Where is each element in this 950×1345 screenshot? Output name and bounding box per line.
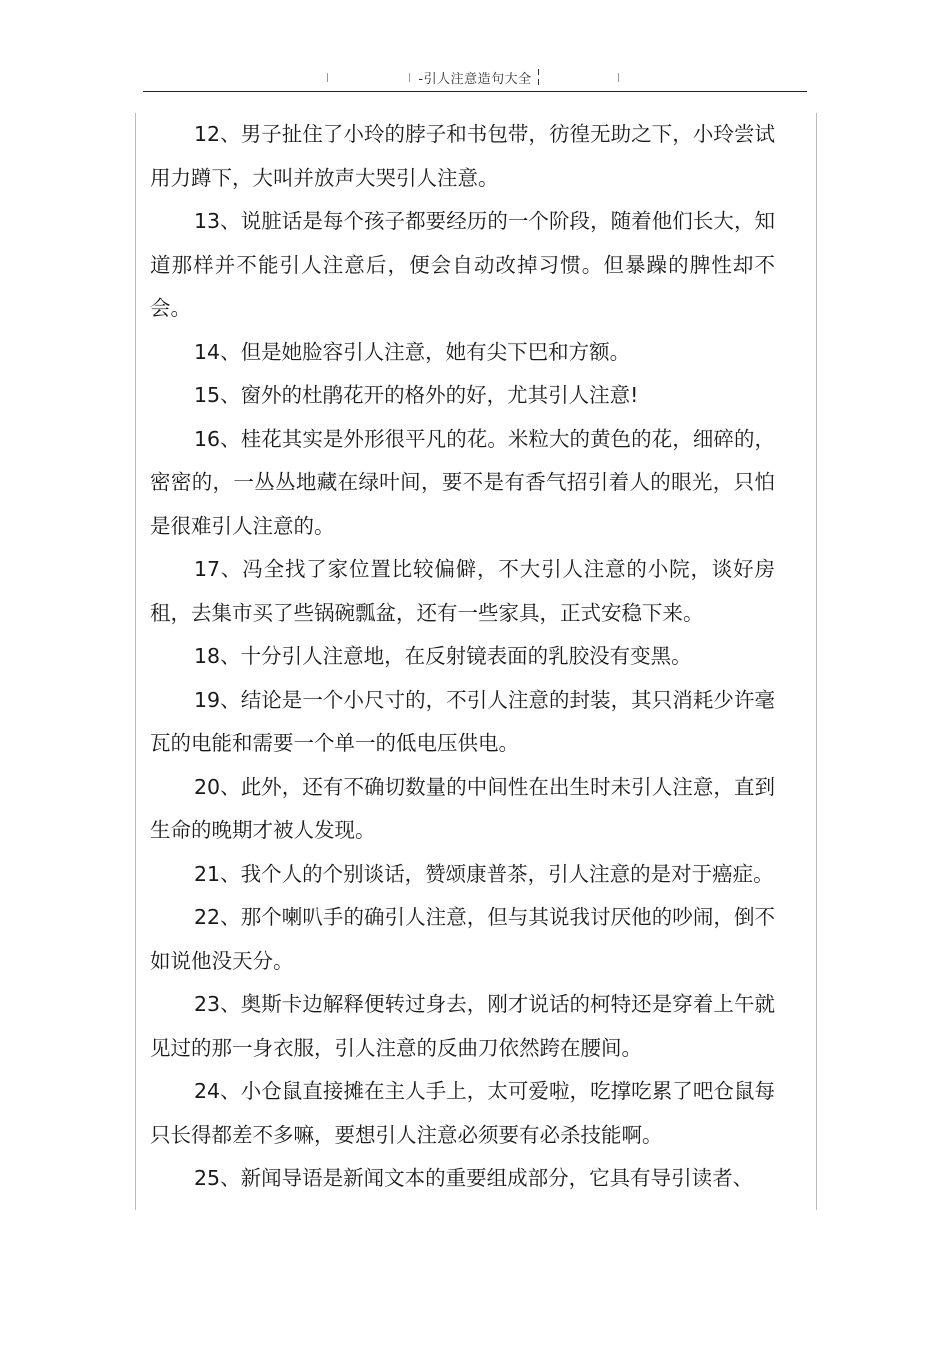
sentence-paragraph: 12、男子扯住了小玲的脖子和书包带，彷徨无助之下，小玲尝试用力蹲下，大叫并放声大哭引人注意。 [150, 122, 775, 190]
sentence-paragraph: 22、那个喇叭手的确引人注意，但与其说我讨厌他的吵闹，倒不如说他没天分。 [150, 905, 775, 973]
header-tick-mark [409, 73, 410, 82]
sentence-paragraph: 21、我个人的个别谈话，赞颂康普茶，引人注意的是对于癌症。 [194, 861, 774, 886]
sentence-paragraph: 19、结论是一个小尺寸的，不引人注意的封装，其只消耗少许毫瓦的电能和需要一个单一的低电压供电。 [150, 687, 775, 755]
sentence-paragraph: 16、桂花其实是外形很平凡的花。米粒大的黄色的花，细碎的，密密的，一丛丛地藏在绿叶间，要不是有香气招引着人的眼光，只怕是很难引人注意的。 [150, 426, 775, 538]
header-tick-mark [618, 73, 619, 82]
page-frame-right-border [816, 113, 817, 1210]
header-tick-mark [538, 79, 539, 85]
sentence-paragraph: 17、冯全找了家位置比较偏僻，不大引人注意的小院，谈好房租，去集市买了些锅碗瓢盆，还有一些家具，正式安稳下来。 [150, 557, 775, 625]
header-title: -引人注意造句大全 [418, 72, 532, 87]
sentence-paragraph: 14、但是她脸容引人注意，她有尖下巴和方额。 [194, 339, 631, 364]
header-divider [143, 91, 807, 92]
sentence-paragraph: 20、此外，还有不确切数量的中间性在出生时未引人注意，直到生命的晚期才被人发现。 [150, 774, 775, 842]
document-body [150, 113, 775, 1201]
sentence-paragraph: 23、奥斯卡边解释便转过身去，刚才说话的柯特还是穿着上午就见过的那一身衣服，引人注意的反曲刀依然跨在腰间。 [150, 992, 775, 1060]
header-tick-mark [538, 69, 539, 75]
sentence-paragraph: 15、窗外的杜鹃花开的格外的好，尤其引人注意! [194, 383, 639, 407]
sentence-paragraph: 13、说脏话是每个孩子都要经历的一个阶段，随着他们长大，知道那样并不能引人注意后，便会自动改掉习惯。但暴躁的脾性却不会。 [150, 209, 775, 320]
sentence-paragraph: 18、十分引人注意地，在反射镜表面的乳胶没有变黑。 [194, 644, 692, 668]
sentence-paragraph: 25、新闻导语是新闻文本的重要组成部分，它具有导引读者、 [194, 1166, 754, 1190]
sentence-paragraph: 24、小仓鼠直接摊在主人手上，太可爱啦，吃撑吃累了吧仓鼠每只长得都差不多嘛，要想引人注意必须要有必杀技能啊。 [150, 1079, 775, 1147]
page-frame-left-border [135, 113, 136, 1210]
header-tick-mark [327, 73, 328, 82]
